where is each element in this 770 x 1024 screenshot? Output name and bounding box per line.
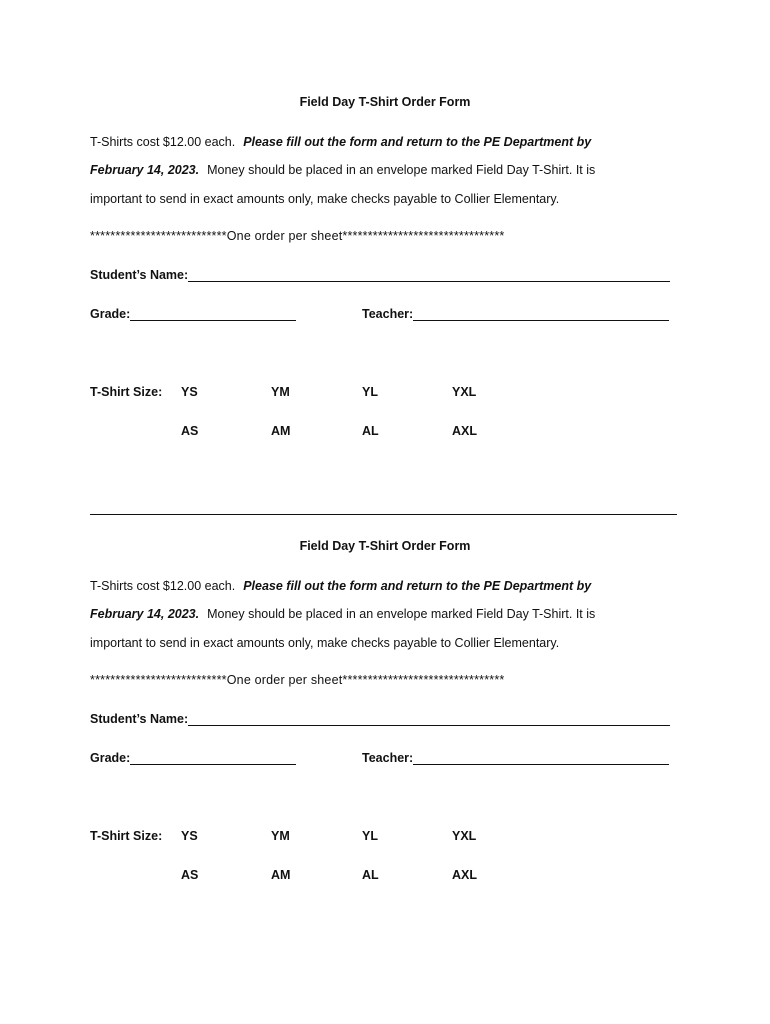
grade-blank[interactable] xyxy=(130,307,296,321)
student-name-blank[interactable] xyxy=(188,712,670,726)
size-option-yl[interactable]: YL xyxy=(362,829,378,843)
tshirt-size-label: T-Shirt Size: xyxy=(90,385,163,399)
size-option-ys[interactable]: YS xyxy=(181,385,198,399)
tshirt-size-label: T-Shirt Size: xyxy=(90,829,163,843)
order-form-2 xyxy=(0,444,770,884)
instructions-line-3: important to send in exact amounts only, make checks payable to Collier Elementary. xyxy=(90,636,560,650)
size-option-yl[interactable]: YL xyxy=(362,385,378,399)
grade-field xyxy=(90,307,296,321)
order-form-1 xyxy=(0,0,770,440)
teacher-field xyxy=(362,751,669,765)
grade-blank[interactable] xyxy=(130,751,296,765)
grade-label: Grade: xyxy=(90,751,131,765)
teacher-label: Teacher: xyxy=(362,751,414,765)
one-order-notice: ***************************One order per sheet******************************** xyxy=(90,229,505,243)
instructions-line-1 xyxy=(90,578,690,594)
teacher-blank[interactable] xyxy=(413,307,669,321)
form-title: Field Day T-Shirt Order Form xyxy=(299,95,471,109)
teacher-label: Teacher: xyxy=(362,307,414,321)
size-option-yxl[interactable]: YXL xyxy=(452,829,477,843)
instructions-line-2 xyxy=(90,162,690,178)
size-option-as[interactable]: AS xyxy=(181,424,199,438)
size-option-axl[interactable]: AXL xyxy=(452,424,477,438)
student-name-field xyxy=(90,712,670,726)
teacher-blank[interactable] xyxy=(413,751,669,765)
price-text: T-Shirts cost $12.00 each. xyxy=(90,135,236,149)
size-option-al[interactable]: AL xyxy=(362,868,379,882)
instructions-line-2 xyxy=(90,606,690,622)
student-name-label: Student’s Name: xyxy=(90,268,189,282)
due-date-text: February 14, 2023. xyxy=(90,163,200,177)
size-option-am[interactable]: AM xyxy=(271,424,291,438)
return-instruction-text: Please fill out the form and return to the PE Department by xyxy=(243,579,592,593)
size-option-am[interactable]: AM xyxy=(271,868,291,882)
grade-label: Grade: xyxy=(90,307,131,321)
teacher-field xyxy=(362,307,669,321)
price-text: T-Shirts cost $12.00 each. xyxy=(90,579,236,593)
size-option-ys[interactable]: YS xyxy=(181,829,198,843)
due-date-text: February 14, 2023. xyxy=(90,607,200,621)
size-option-as[interactable]: AS xyxy=(181,868,199,882)
size-option-yxl[interactable]: YXL xyxy=(452,385,477,399)
size-option-ym[interactable]: YM xyxy=(271,829,290,843)
envelope-instruction-text: Money should be placed in an envelope marked Field Day T-Shirt. It is xyxy=(207,607,596,621)
instructions-line-1 xyxy=(90,134,690,150)
envelope-instruction-text: Money should be placed in an envelope marked Field Day T-Shirt. It is xyxy=(207,163,596,177)
student-name-label: Student’s Name: xyxy=(90,712,189,726)
return-instruction-text: Please fill out the form and return to the PE Department by xyxy=(243,135,592,149)
grade-field xyxy=(90,751,296,765)
size-option-axl[interactable]: AXL xyxy=(452,868,477,882)
one-order-notice: ***************************One order per sheet******************************** xyxy=(90,673,505,687)
student-name-field xyxy=(90,268,670,282)
instructions-line-3: important to send in exact amounts only, make checks payable to Collier Elementary. xyxy=(90,192,560,206)
student-name-blank[interactable] xyxy=(188,268,670,282)
form-title: Field Day T-Shirt Order Form xyxy=(299,539,471,553)
size-option-al[interactable]: AL xyxy=(362,424,379,438)
size-option-ym[interactable]: YM xyxy=(271,385,290,399)
